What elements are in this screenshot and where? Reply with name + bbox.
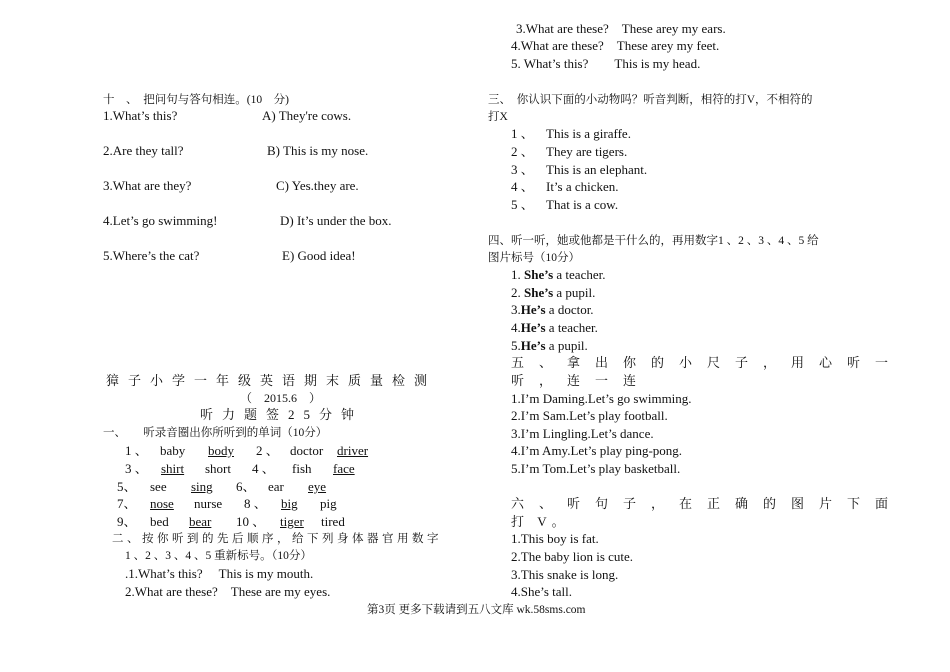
- word-option: bed: [150, 514, 169, 529]
- word-option: see: [150, 479, 167, 494]
- section6-item: 2.The baby lion is cute.: [511, 549, 634, 564]
- item-number: 1 、: [511, 126, 534, 141]
- section6-item: 1.This boy is fat.: [511, 531, 599, 546]
- item-text: This is a giraffe.: [546, 126, 631, 141]
- job-item: 1. She’s a teacher.: [511, 267, 606, 282]
- item-text: It’s a chicken.: [546, 179, 619, 194]
- section1-title: 一、 听录音圈出你所听到的单词（10分）: [103, 427, 328, 439]
- word-option: nose: [150, 496, 174, 511]
- match-answer: E) Good idea!: [282, 248, 356, 263]
- item-number: 10 、: [236, 514, 266, 529]
- word-option: fish: [292, 461, 312, 476]
- item-number: 2 、: [256, 443, 279, 458]
- word-option: doctor: [290, 443, 324, 458]
- match-question: 1.What’s this?: [103, 108, 178, 123]
- word-option: ear: [268, 479, 284, 494]
- section6-title-line1: 六、听句子，在正确的图片下面: [511, 496, 904, 511]
- section5-item: 1.I’m Daming.Let’s go swimming.: [511, 391, 692, 406]
- page-footer: 第3页 更多下载请到五八文库 wk.58sms.com: [367, 604, 586, 616]
- word-option: tiger: [280, 514, 304, 529]
- match-answer: D) It’s under the box.: [280, 213, 392, 228]
- word-option: driver: [337, 443, 369, 458]
- section2-item: .1.What’s this? This is my mouth.: [125, 566, 314, 581]
- word-option: shirt: [161, 461, 185, 476]
- item-number: 4 、: [252, 461, 275, 476]
- item-text: This is an elephant.: [546, 162, 648, 177]
- school-title: 獐子小学一年级英语期末质量检测: [106, 373, 437, 388]
- item-number: 1 、: [125, 443, 148, 458]
- section2-item: 4.What are these? These arey my feet.: [511, 38, 720, 53]
- item-number: 2 、: [511, 144, 534, 159]
- exam-date: （ 2015.6 ）: [240, 391, 322, 405]
- item-number: 5、: [117, 479, 137, 494]
- section6-item: 4.She’s tall.: [511, 584, 573, 599]
- section6-title-line2: 打 V。: [511, 514, 570, 529]
- word-option: bear: [189, 514, 212, 529]
- item-number: 7、: [117, 496, 137, 511]
- match-answer: C) Yes.they are.: [276, 178, 359, 193]
- job-item: 4.He’s a teacher.: [511, 320, 598, 335]
- item-number: 3 、: [125, 461, 148, 476]
- section6-item: 3.This snake is long.: [511, 567, 619, 582]
- section5-item: 3.I’m Lingling.Let’s dance.: [511, 426, 654, 441]
- section5-item: 4.I’m Amy.Let’s play ping-pong.: [511, 443, 683, 458]
- section2-title-line2: 1 、2 、3 、4 、5 重新标号。（10分）: [125, 550, 312, 562]
- item-text: That is a cow.: [546, 197, 619, 212]
- job-item: 3.He’s a doctor.: [511, 302, 594, 317]
- word-option: pig: [320, 496, 337, 511]
- item-number: 4 、: [511, 179, 534, 194]
- word-option: big: [281, 496, 298, 511]
- item-number: 8 、: [244, 496, 267, 511]
- section5-item: 2.I’m Sam.Let’s play football.: [511, 408, 668, 423]
- word-option: body: [208, 443, 234, 458]
- section5-item: 5.I’m Tom.Let’s play basketball.: [511, 461, 681, 476]
- section4-title-line2: 图片标号（10分）: [488, 252, 580, 264]
- word-option: nurse: [194, 496, 223, 511]
- word-option: face: [333, 461, 355, 476]
- match-answer: A) They're cows.: [262, 108, 352, 123]
- item-number: 5 、: [511, 197, 534, 212]
- item-number: 9、: [117, 514, 137, 529]
- word-option: tired: [321, 514, 345, 529]
- match-question: 2.Are they tall?: [103, 143, 184, 158]
- item-text: They are tigers.: [546, 144, 628, 159]
- match-question: 5.Where’s the cat?: [103, 248, 200, 263]
- word-option: baby: [160, 443, 186, 458]
- section10-title: 十 、 把问句与答句相连。(10 分): [103, 94, 289, 106]
- section4-title-line1: 四、听一听，她或他都是干什么的，再用数字1 、2 、3 、4 、5 给: [488, 235, 819, 247]
- section5-title-line1: 五、拿出你的小尺子，用心听一: [511, 355, 904, 370]
- match-question: 3.What are they?: [103, 178, 192, 193]
- word-option: eye: [308, 479, 327, 494]
- section3-title-line1: 三、 你认识下面的小动物吗？听音判断，相符的打V，不相符的: [488, 94, 813, 106]
- section5-title-line2: 听，连一连: [511, 373, 652, 388]
- item-number: 6、: [236, 479, 256, 494]
- job-item: 2. She’s a pupil.: [511, 285, 596, 300]
- match-answer: B) This is my nose.: [267, 143, 369, 158]
- section2-title-line1: 二、按你听到的先后顺序，给下列身体器官用数字: [112, 533, 442, 545]
- listening-subtitle: 听力题签25分钟: [200, 407, 364, 422]
- match-question: 4.Let’s go swimming!: [103, 213, 218, 228]
- section2-item: 3.What are these? These arey my ears.: [516, 21, 726, 36]
- job-item: 5.He’s a pupil.: [511, 338, 588, 353]
- section2-item: 2.What are these? These are my eyes.: [125, 584, 331, 599]
- item-number: 3 、: [511, 162, 534, 177]
- word-option: sing: [191, 479, 213, 494]
- word-option: short: [205, 461, 231, 476]
- section3-title-line2: 打X: [488, 111, 508, 123]
- section2-item: 5. What’s this? This is my head.: [511, 56, 701, 71]
